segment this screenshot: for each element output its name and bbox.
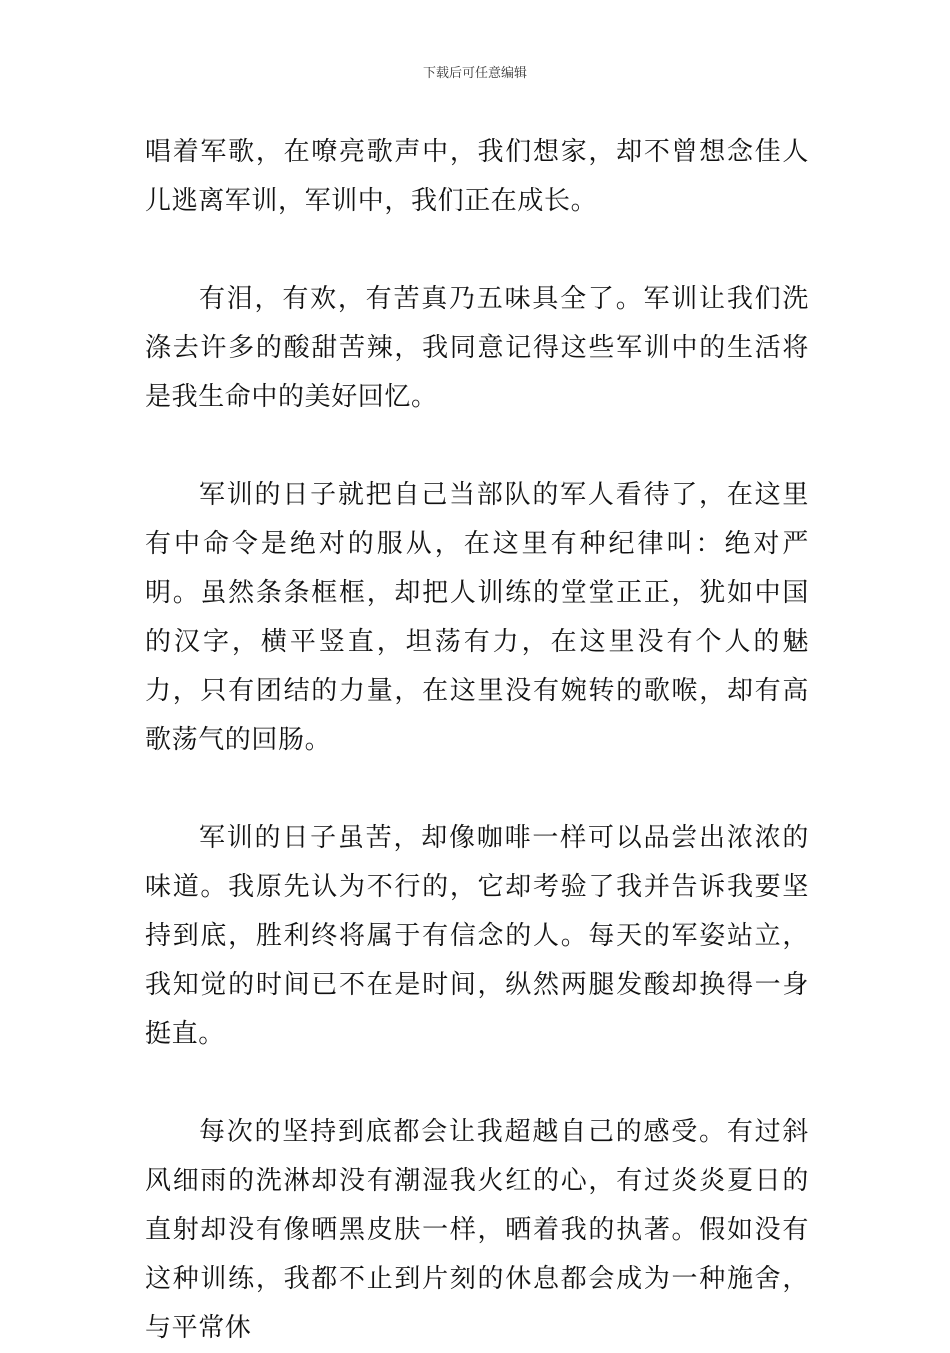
paragraph-3: 军训的日子就把自己当部队的军人看待了，在这里有中命令是绝对的服从，在这里有种纪律叫：绝对严明。虽然条条框框，却把人训练的堂堂正正，犹如中国的汉字，横平竖直，坦荡有力，在这里没有个人的魅力，只有团结的力量，在这里没有婉转的歌喉，却有高歌荡气的回肠。 [145, 480, 809, 755]
paragraph-2: 有泪，有欢，有苦真乃五味具全了。军训让我们洗涤去许多的酸甜苦辣，我同意记得这些军训中的生活将是我生命中的美好回忆。 [145, 284, 809, 412]
document-body [145, 128, 809, 1353]
paragraph-4: 军训的日子虽苦，却像咖啡一样可以品尝出浓浓的味道。我原先认为不行的，它却考验了我并告诉我要坚持到底，胜利终将属于有信念的人。每天的军姿站立，我知觉的时间已不在是时间，纵然两腿发酸却换得一身挺直。 [145, 823, 809, 1049]
paragraph-1: 唱着军歌，在嘹亮歌声中，我们想家，却不曾想念佳人儿逃离军训，军训中，我们正在成长。 [145, 137, 809, 216]
page-header: 下载后可任意编辑 [422, 66, 527, 81]
paragraph-5: 每次的坚持到底都会让我超越自己的感受。有过斜风细雨的洗淋却没有潮湿我火红的心，有过炎炎夏日的直射却没有像晒黑皮肤一样，晒着我的执著。假如没有这种训练，我都不止到片刻的休息都会成为一种施舍，与平常休 [145, 1117, 809, 1343]
